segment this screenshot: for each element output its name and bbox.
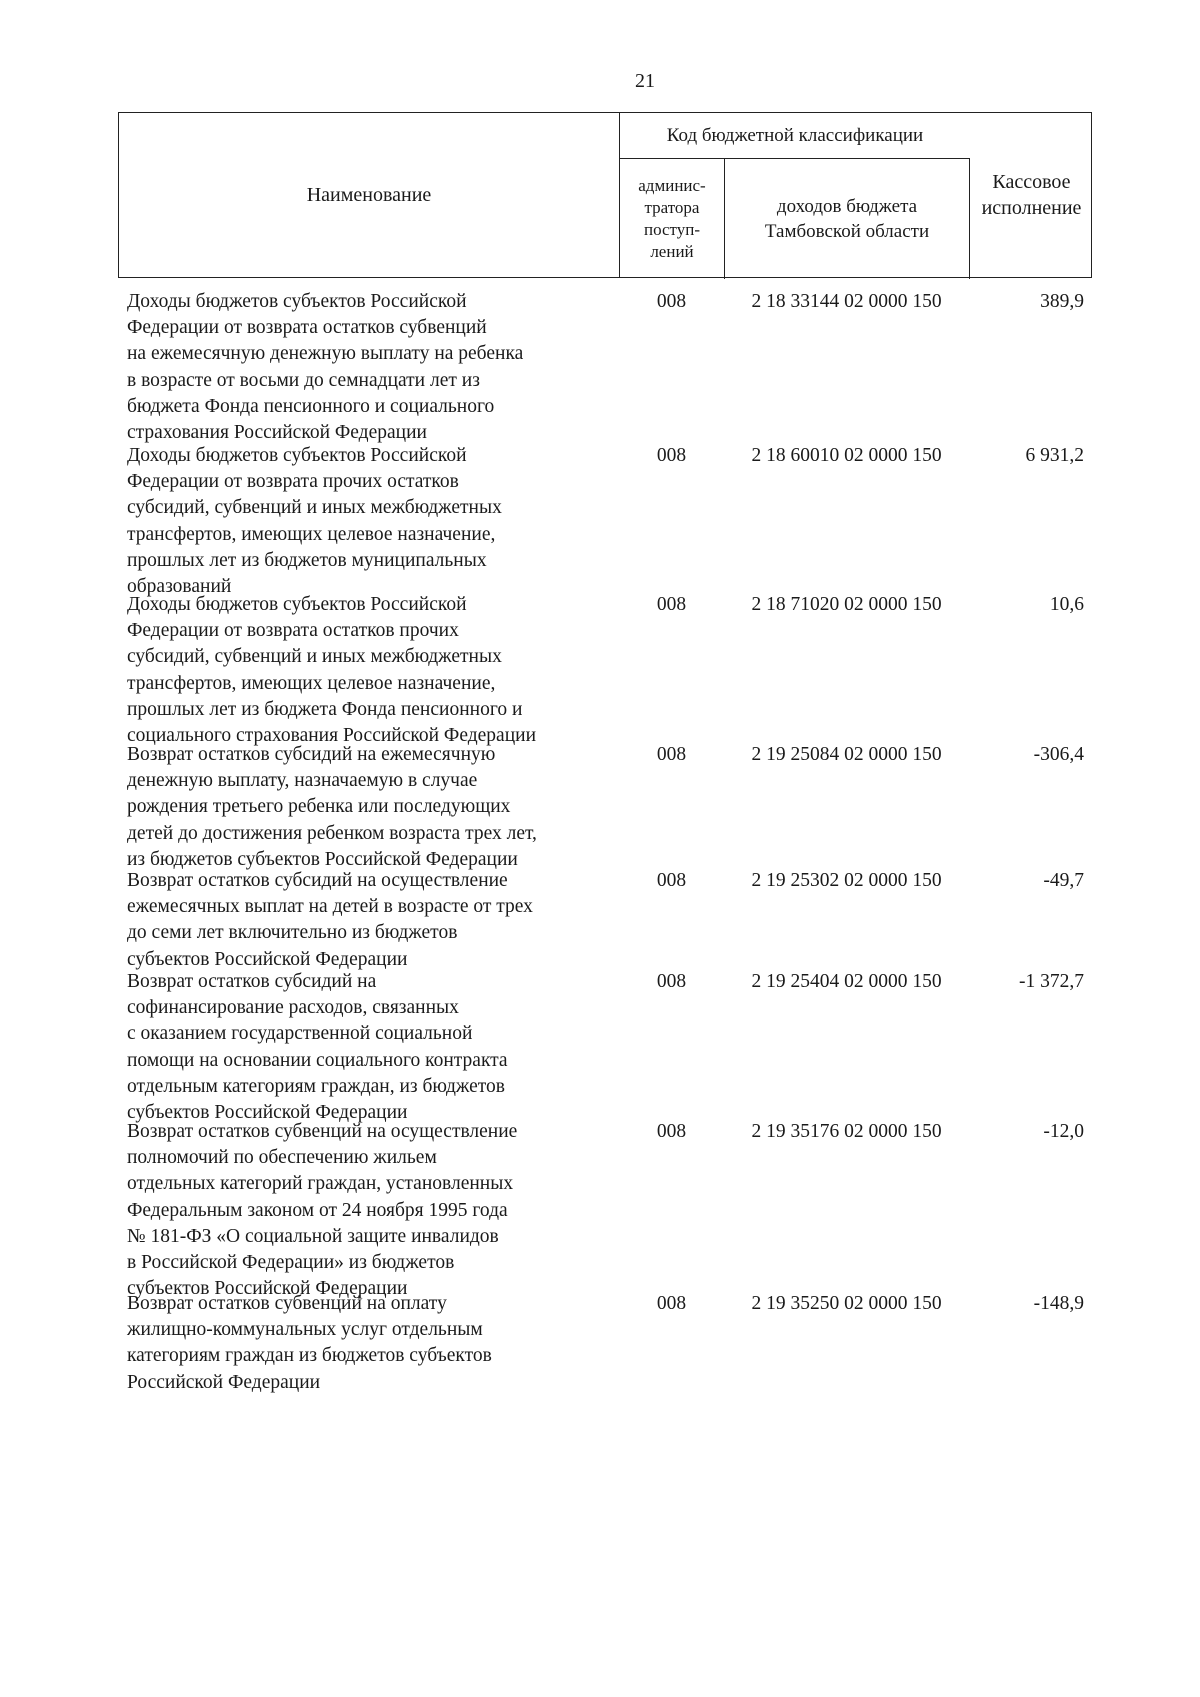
row-name-line: детей до достижения ребенком возраста трех лет, <box>127 822 537 844</box>
row-name-line: из бюджетов субъектов Российской Федерации <box>127 848 518 870</box>
row-name-line: категориям граждан из бюджетов субъектов <box>127 1345 492 1367</box>
row-admin-code: 008 <box>656 1121 687 1142</box>
header-name: Наименование <box>119 113 620 277</box>
row-amount: 10,6 <box>1049 594 1084 615</box>
row-admin-code: 008 <box>656 744 687 765</box>
row-admin-code: 008 <box>656 291 687 312</box>
table-header <box>118 112 1092 278</box>
row-amount: -49,7 <box>1043 870 1084 891</box>
row-name <box>127 443 627 600</box>
row-budget-code: 2 19 25302 02 0000 150 <box>751 870 942 891</box>
row-name-line: помощи на основании социального контракта <box>127 1049 508 1071</box>
row-name-line: отдельных категорий граждан, установленных <box>127 1173 514 1195</box>
row-budget-code: 2 19 35176 02 0000 150 <box>751 1121 942 1142</box>
row-name-line: Возврат остатков субсидий на <box>127 971 377 992</box>
row-name-line: прошлых лет из бюджета Фонда пенсионного и <box>127 698 523 720</box>
row-name-line: субсидий, субвенций и иных межбюджетных <box>127 646 502 668</box>
row-name <box>127 592 627 749</box>
row-name-line: субсидий, субвенций и иных межбюджетных <box>127 497 502 519</box>
row-name-line: в возрасте от восьми до семнадцати лет из <box>127 369 480 391</box>
row-name <box>127 1119 627 1302</box>
row-name-line: Российской Федерации <box>127 1371 321 1393</box>
row-name-line: с оказанием государственной социальной <box>127 1023 473 1045</box>
row-amount: -148,9 <box>1033 1293 1084 1314</box>
row-name-line: денежную выплату, назначаемую в случае <box>127 770 478 792</box>
row-name-line: № 181-ФЗ «О социальной защите инвалидов <box>127 1225 499 1247</box>
row-name-line: Федерации от возврата прочих остатков <box>127 471 459 493</box>
row-admin-code: 008 <box>656 870 687 891</box>
header-execution-line: Кассовое <box>992 171 1071 193</box>
row-name-line: Возврат остатков субвенций на осуществление <box>127 1121 518 1142</box>
header-code-group: Код бюджетной классификации <box>620 113 970 159</box>
row-name-line: субъектов Российской Федерации <box>127 1278 408 1300</box>
row-amount: 389,9 <box>1040 291 1084 312</box>
header-admin-line: поступ- <box>643 220 700 239</box>
row-name-line: субъектов Российской Федерации <box>127 948 408 970</box>
row-budget-code: 2 18 60010 02 0000 150 <box>751 445 942 466</box>
row-admin-code: 008 <box>656 971 687 992</box>
row-budget-code: 2 18 33144 02 0000 150 <box>751 291 942 312</box>
row-name-line: Федерации от возврата остатков прочих <box>127 620 459 642</box>
row-name-line: образований <box>127 576 232 598</box>
header-admin-line: лений <box>650 242 694 261</box>
header-income-line: доходов бюджета <box>776 196 918 217</box>
header-income-line: Тамбовской области <box>764 221 930 242</box>
row-name-line: субъектов Российской Федерации <box>127 1102 408 1124</box>
row-name-line: полномочий по обеспечению жильем <box>127 1147 437 1169</box>
header-execution <box>970 113 1093 277</box>
row-name <box>127 289 627 446</box>
header-admin-line: тратора <box>644 198 700 217</box>
row-name-line: Возврат остатков субсидий на ежемесячную <box>127 744 496 765</box>
row-budget-code: 2 19 35250 02 0000 150 <box>751 1293 942 1314</box>
row-name-line: Федеральным законом от 24 ноября 1995 года <box>127 1199 508 1221</box>
row-name-line: прошлых лет из бюджетов муниципальных <box>127 549 487 571</box>
page-number: 21 <box>635 70 655 92</box>
row-name-line: социального страхования Российской Федерации <box>127 725 537 747</box>
row-budget-code: 2 19 25404 02 0000 150 <box>751 971 942 992</box>
header-execution-line: исполнение <box>981 197 1082 219</box>
row-name-line: на ежемесячную денежную выплату на ребенка <box>127 343 524 365</box>
row-budget-code: 2 18 71020 02 0000 150 <box>751 594 942 615</box>
row-name <box>127 742 627 873</box>
row-name-line: трансфертов, имеющих целевое назначение, <box>127 672 496 694</box>
row-admin-code: 008 <box>656 445 687 466</box>
header-admin <box>620 159 725 279</box>
row-name <box>127 1291 627 1396</box>
row-name-line: ежемесячных выплат на детей в возрасте от трех <box>127 896 533 918</box>
header-income <box>725 159 970 279</box>
row-amount: -306,4 <box>1033 744 1084 765</box>
row-name-line: Возврат остатков субсидий на осуществление <box>127 870 508 891</box>
row-amount: -12,0 <box>1043 1121 1084 1142</box>
row-name <box>127 969 627 1126</box>
row-amount: 6 931,2 <box>1025 445 1084 466</box>
row-name <box>127 868 627 973</box>
row-name-line: отдельным категориям граждан, из бюджетов <box>127 1075 506 1097</box>
row-name-line: до семи лет включительно из бюджетов <box>127 922 458 944</box>
header-admin-line: админис- <box>638 176 706 195</box>
row-name-line: рождения третьего ребенка или последующих <box>127 796 511 818</box>
row-name-line: трансфертов, имеющих целевое назначение, <box>127 523 496 545</box>
row-name-line: страхования Российской Федерации <box>127 422 427 444</box>
row-admin-code: 008 <box>656 1293 687 1314</box>
row-name-line: Доходы бюджетов субъектов Российской <box>127 291 467 312</box>
row-name-line: жилищно-коммунальных услуг отдельным <box>127 1319 483 1341</box>
row-name-line: Доходы бюджетов субъектов Российской <box>127 445 467 466</box>
row-admin-code: 008 <box>656 594 687 615</box>
row-name-line: софинансирование расходов, связанных <box>127 997 459 1019</box>
row-name-line: в Российской Федерации» из бюджетов <box>127 1252 455 1274</box>
row-name-line: Возврат остатков субвенций на оплату <box>127 1293 447 1314</box>
row-name-line: Федерации от возврата остатков субвенций <box>127 317 487 339</box>
row-budget-code: 2 19 25084 02 0000 150 <box>751 744 942 765</box>
row-name-line: бюджета Фонда пенсионного и социального <box>127 395 495 417</box>
row-name-line: Доходы бюджетов субъектов Российской <box>127 594 467 615</box>
row-amount: -1 372,7 <box>1019 971 1084 992</box>
